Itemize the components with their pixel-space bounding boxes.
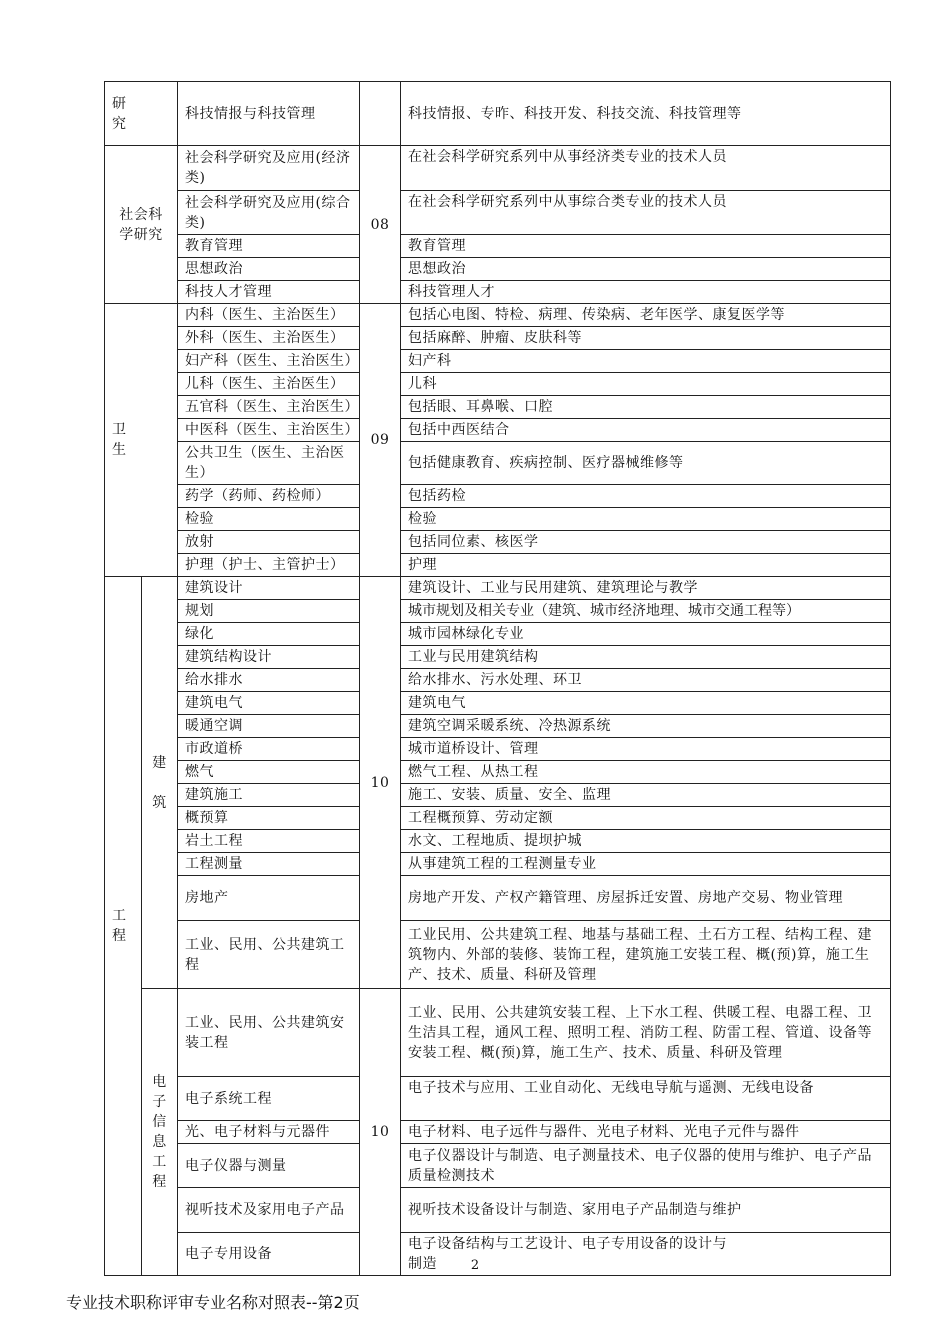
major-description: 工业民用、公共建筑工程、地基与基础工程、土石方工程、结构工程、建筑物内、外部的装修、装饰工程，建筑施工安装工程、概(预)算，施工生产、技术、质量、科研及管理 [401, 921, 891, 989]
major-name: 检验 [178, 508, 360, 531]
major-description: 包括心电图、特检、病理、传染病、老年医学、康复医学等 [401, 304, 891, 327]
category-code: 09 [360, 304, 401, 577]
category-health: 卫 生 [105, 304, 178, 577]
major-description: 护理 [401, 554, 891, 577]
major-name: 建筑结构设计 [178, 646, 360, 669]
major-description: 房地产开发、产权产籍管理、房屋拆迁安置、房地产交易、物业管理 [401, 876, 891, 921]
major-description: 在社会科学研究系列中从事综合类专业的技术人员 [401, 191, 891, 235]
major-name: 给水排水 [178, 669, 360, 692]
major-name: 工程测量 [178, 853, 360, 876]
major-description: 包括药检 [401, 485, 891, 508]
major-name: 电子系统工程 [178, 1077, 360, 1121]
major-description: 包括健康教育、疾病控制、医疗器械维修等 [401, 442, 891, 485]
major-name: 建筑电气 [178, 692, 360, 715]
major-description: 水文、工程地质、提坝护城 [401, 830, 891, 853]
major-description: 包括中西医结合 [401, 419, 891, 442]
major-name: 内科（医生、主治医生） [178, 304, 360, 327]
major-description: 科技管理人才 [401, 281, 891, 304]
major-name: 建筑施工 [178, 784, 360, 807]
major-description: 城市规划及相关专业（建筑、城市经济地理、城市交通工程等） [401, 600, 891, 623]
major-description: 教育管理 [401, 235, 891, 258]
major-description: 建筑空调采暖系统、冷热源系统 [401, 715, 891, 738]
major-name: 电子专用设备 [178, 1233, 360, 1276]
major-description: 工程概预算、劳动定额 [401, 807, 891, 830]
major-name: 社会科学研究及应用(综合类) [178, 191, 360, 235]
major-name: 外科（医生、主治医生） [178, 327, 360, 350]
major-description: 给水排水、污水处理、环卫 [401, 669, 891, 692]
major-description: 工业、民用、公共建筑安装工程、上下水工程、供暖工程、电器工程、卫生洁具工程，通风工程、照明工程、消防工程、防雷工程、管道、设备等安装工程、概(预)算，施工生产、技术、质量、科研及管理 [401, 989, 891, 1077]
major-name: 药学（药师、药检师） [178, 485, 360, 508]
major-name: 工业、民用、公共建筑安装工程 [178, 989, 360, 1077]
major-name: 房地产 [178, 876, 360, 921]
category-engineering: 工 程 [105, 577, 142, 1276]
major-description: 妇产科 [401, 350, 891, 373]
page-number: 2 [470, 1258, 480, 1273]
major-name: 五官科（医生、主治医生） [178, 396, 360, 419]
major-name: 儿科（医生、主治医生） [178, 373, 360, 396]
major-description: 电子技术与应用、工业自动化、无线电导航与遥测、无线电设备 [401, 1077, 891, 1121]
major-name: 公共卫生（医生、主治医生） [178, 442, 360, 485]
category-code: 10 [360, 577, 401, 989]
major-description: 检验 [401, 508, 891, 531]
major-name: 科技情报与科技管理 [178, 82, 360, 146]
major-name: 建筑设计 [178, 577, 360, 600]
major-description: 科技情报、专昨、科技开发、科技交流、科技管理等 [401, 82, 891, 146]
major-name: 岩土工程 [178, 830, 360, 853]
category-code: 10 [360, 989, 401, 1276]
major-description: 城市道桥设计、管理 [401, 738, 891, 761]
subcategory-construction: 建 筑 [142, 577, 178, 989]
major-description: 施工、安装、质量、安全、监理 [401, 784, 891, 807]
major-description: 包括眼、耳鼻喉、口腔 [401, 396, 891, 419]
major-name: 社会科学研究及应用(经济类) [178, 146, 360, 191]
profession-table [104, 81, 891, 1276]
major-description: 燃气工程、从热工程 [401, 761, 891, 784]
category-code [360, 82, 401, 146]
major-description: 在社会科学研究系列中从事经济类专业的技术人员 [401, 146, 891, 191]
major-description: 儿科 [401, 373, 891, 396]
major-name: 绿化 [178, 623, 360, 646]
major-description: 从事建筑工程的工程测量专业 [401, 853, 891, 876]
major-name: 电子仪器与测量 [178, 1144, 360, 1188]
major-name: 视听技术及家用电子产品 [178, 1188, 360, 1233]
major-description: 包括麻醉、肿瘤、皮肤科等 [401, 327, 891, 350]
major-name: 市政道桥 [178, 738, 360, 761]
major-name: 教育管理 [178, 235, 360, 258]
category-social-science: 社会科 学研究 [105, 146, 178, 304]
major-name: 光、电子材料与元器件 [178, 1121, 360, 1144]
major-name: 妇产科（医生、主治医生） [178, 350, 360, 373]
major-description: 包括同位素、核医学 [401, 531, 891, 554]
page-footer: 专业技术职称评审专业名称对照表--第2页 [66, 1293, 360, 1312]
major-name: 中医科（医生、主治医生） [178, 419, 360, 442]
category-code: 08 [360, 146, 401, 304]
major-name: 思想政治 [178, 258, 360, 281]
major-name: 暖通空调 [178, 715, 360, 738]
major-name: 燃气 [178, 761, 360, 784]
major-description: 工业与民用建筑结构 [401, 646, 891, 669]
category-research: 研 究 [105, 82, 178, 146]
major-description: 视听技术设备设计与制造、家用电子产品制造与维护 [401, 1188, 891, 1233]
major-description: 电子设备结构与工艺设计、电子专用设备的设计与 制造 [401, 1233, 891, 1276]
major-description: 思想政治 [401, 258, 891, 281]
major-name: 工业、民用、公共建筑工程 [178, 921, 360, 989]
major-name: 放射 [178, 531, 360, 554]
major-name: 科技人才管理 [178, 281, 360, 304]
major-description: 城市园林绿化专业 [401, 623, 891, 646]
major-description: 电子材料、电子远件与器件、光电子材料、光电子元件与器件 [401, 1121, 891, 1144]
major-name: 规划 [178, 600, 360, 623]
major-description: 建筑电气 [401, 692, 891, 715]
major-description: 电子仪器设计与制造、电子测量技术、电子仪器的使用与维护、电子产品质量检测技术 [401, 1144, 891, 1188]
major-name: 护理（护士、主管护士） [178, 554, 360, 577]
subcategory-electronics: 电 子 信 息 工 程 [142, 989, 178, 1276]
major-description: 建筑设计、工业与民用建筑、建筑理论与教学 [401, 577, 891, 600]
major-name: 概预算 [178, 807, 360, 830]
